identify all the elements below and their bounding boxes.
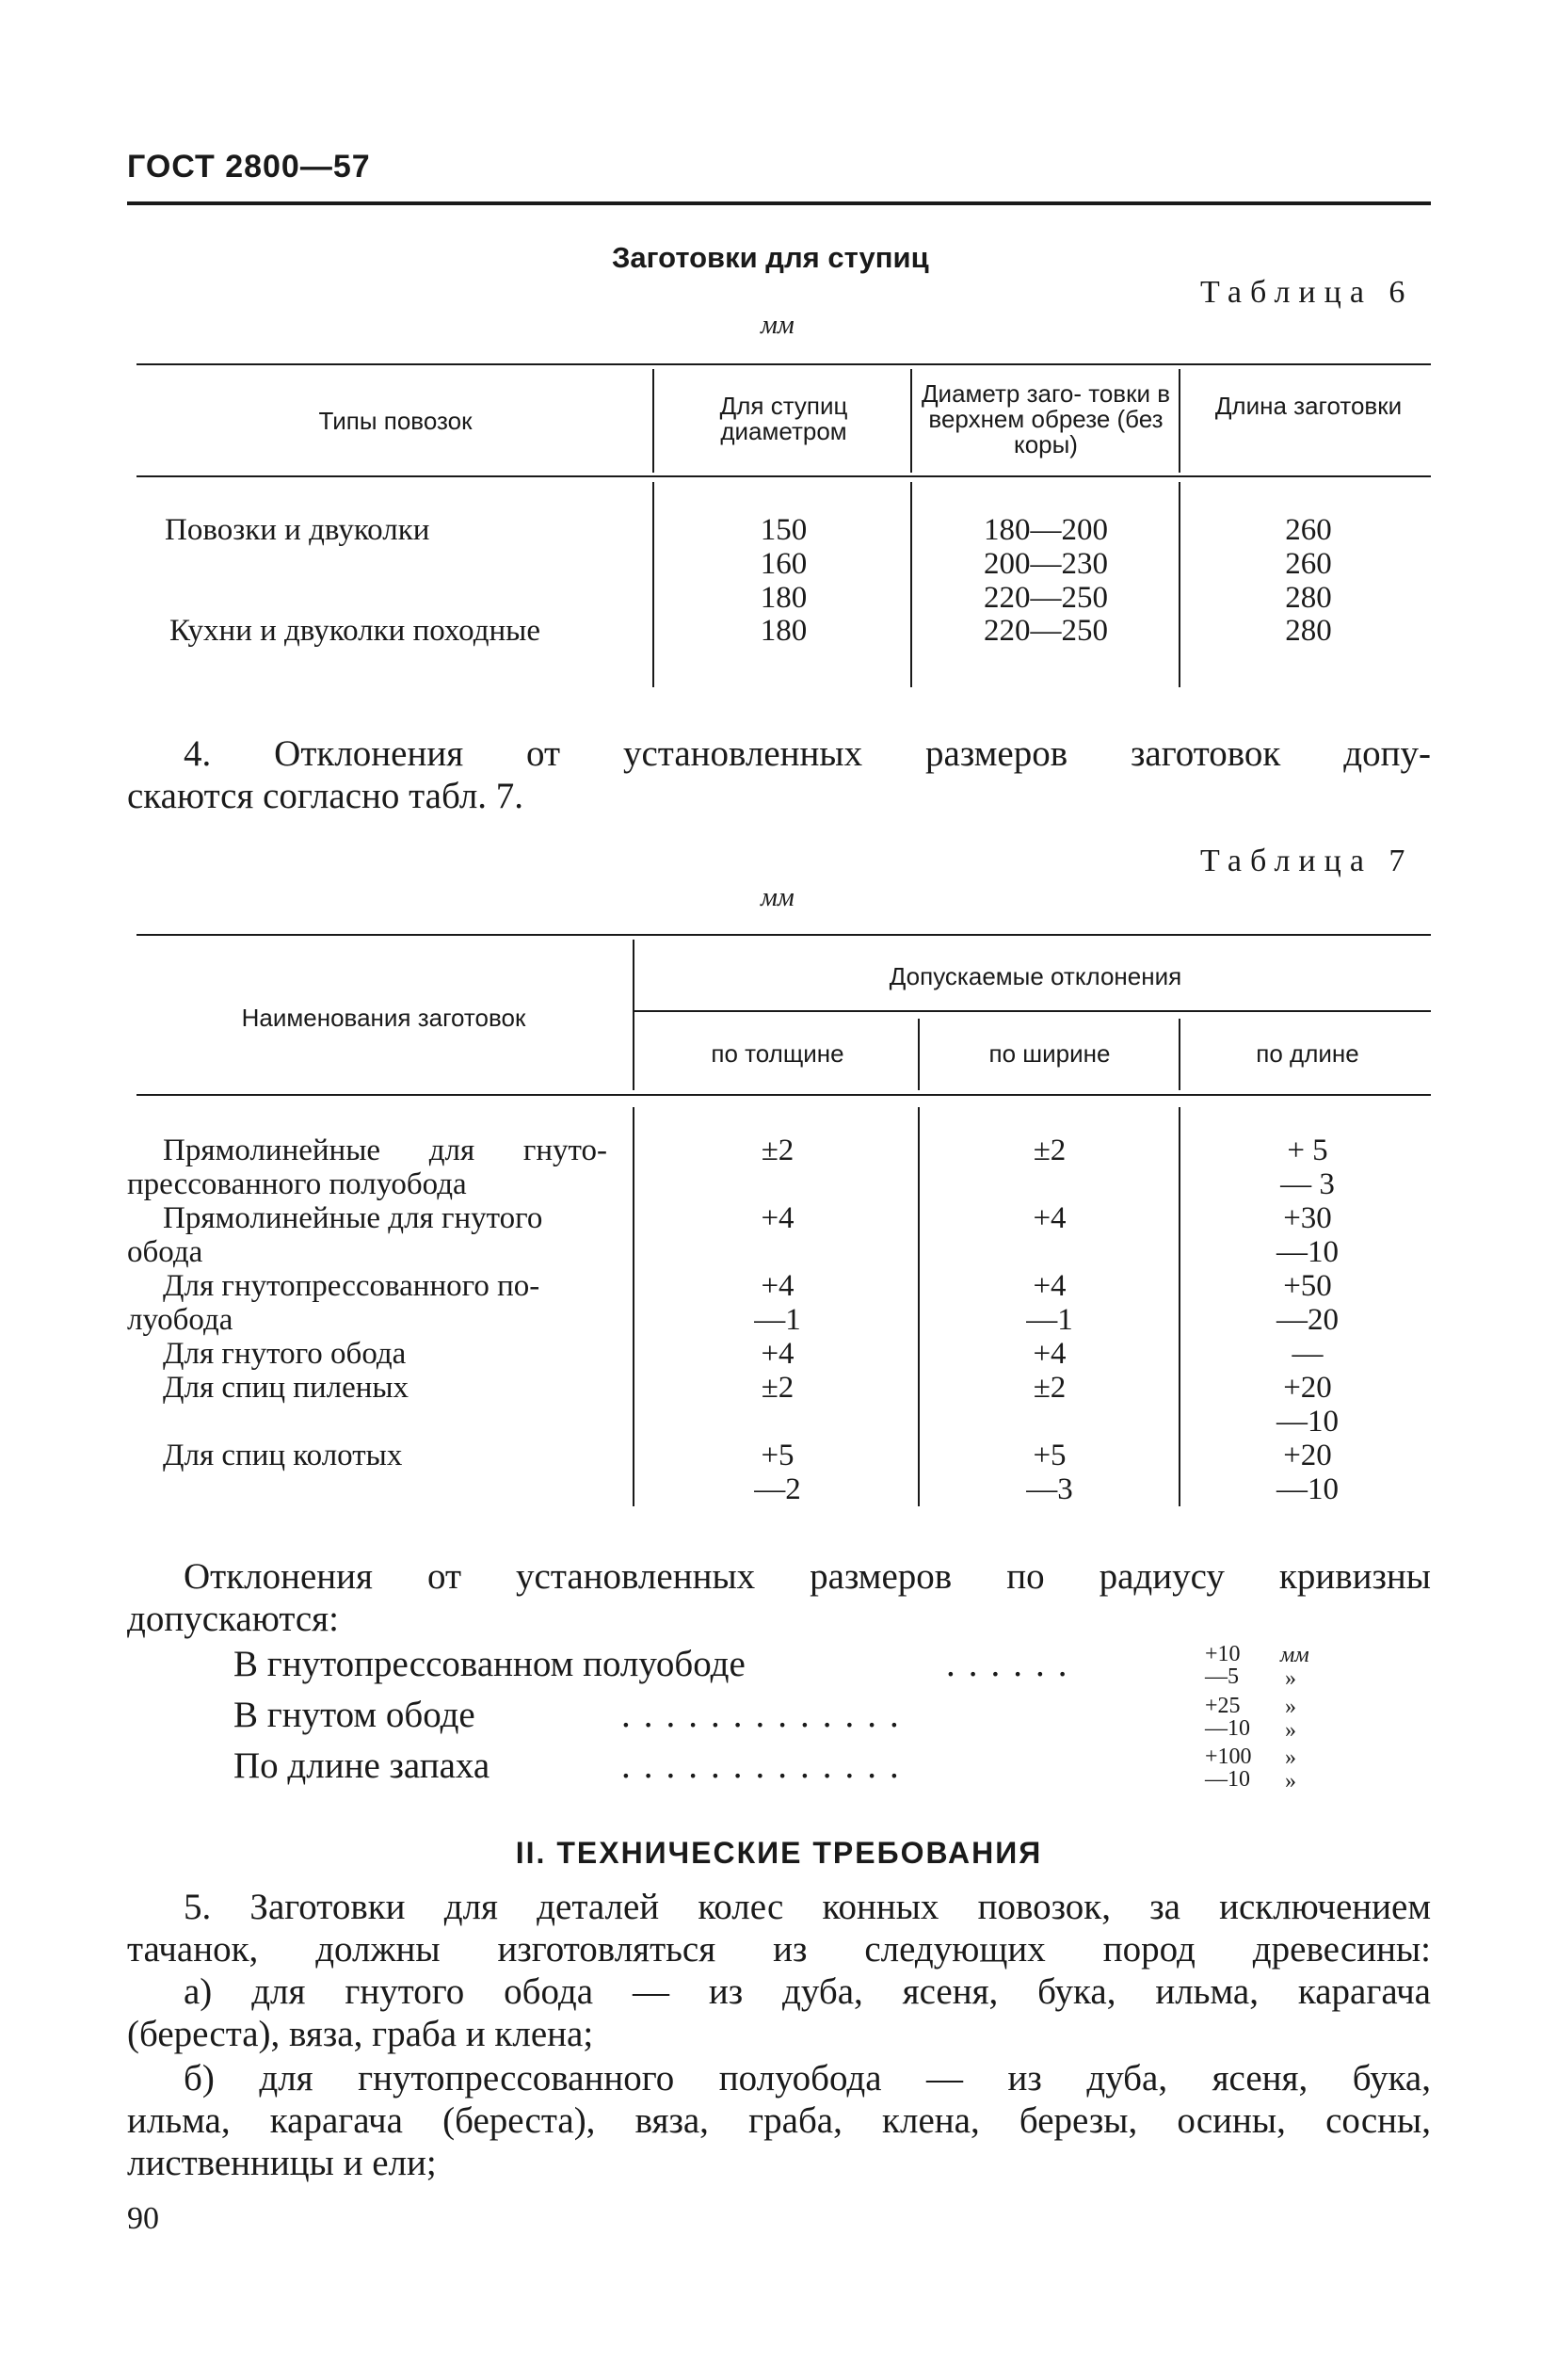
table7-col-length: по длине — [1256, 1039, 1359, 1068]
paragraph-5-line2: тачанок, должны изготовляться из следующих пород древесины: — [127, 1929, 1431, 1970]
table7-group-header: Допускаемые отклонения — [889, 962, 1182, 990]
item-b-line3: лиственницы и ели; — [127, 2143, 437, 2183]
table7-col-thickness: по толщине — [711, 1039, 844, 1068]
table6-caption: Заготовки для ступиц — [612, 241, 929, 274]
table-row: Для спиц пиленых — [163, 1371, 409, 1405]
list-item: В гнутом ободе — [233, 1695, 475, 1735]
item-b-line2: ильма, карагача (береста), вяза, граба, клена, березы, осины, сосны, — [127, 2100, 1431, 2141]
table6-header-rule — [136, 475, 1431, 477]
list-item: По длине запаха — [233, 1745, 490, 1786]
table6-label: Таблица 6 — [1200, 275, 1414, 310]
table7-col-name: Наименования заготовок — [241, 1004, 526, 1032]
table7-units: мм — [761, 883, 795, 912]
table-row: Для гнутопрессованного по- — [163, 1269, 540, 1303]
table7-col-width: по ширине — [988, 1039, 1111, 1068]
item-a-line1: а) для гнутого обода — из дуба, ясеня, бука, ильма, карагача — [184, 1971, 1431, 2012]
paragraph-4-line2: скаются согласно табл. 7. — [127, 776, 524, 816]
item-b-line1: б) для гнутопрессованного полуобода — из дуба, ясеня, бука, — [184, 2058, 1431, 2099]
table7-header-rule — [136, 1094, 1431, 1096]
table6-col-diameter: Для ступиц диаметром — [719, 392, 848, 445]
page-number: 90 — [127, 2201, 159, 2236]
table-row: Прямолинейные для гнутого — [163, 1201, 543, 1235]
paragraph-5-line1: 5. Заготовки для деталей колес конных повозок, за исключением — [184, 1887, 1431, 1927]
table6-col-types: Типы повозок — [318, 407, 473, 435]
table6-top-rule — [136, 363, 1431, 365]
table7-top-rule — [136, 934, 1431, 936]
table-row: Прямолинейные для гнуто- — [163, 1134, 607, 1167]
table7-label: Таблица 7 — [1200, 844, 1414, 878]
table6-units: мм — [761, 311, 795, 340]
list-item: В гнутопрессованном полуободе — [233, 1644, 746, 1684]
item-a-line2: (береста), вяза, граба и клена; — [127, 2014, 594, 2054]
table7-group-rule — [633, 1010, 1431, 1012]
table6-col-length: Длина заготовки — [1214, 392, 1403, 420]
table6-col-blank-diameter: Диаметр заго- товки в верхнем обрезе (без коры) — [921, 379, 1171, 458]
paragraph-4-line1: 4. Отклонения от установленных размеров заготовок допу- — [184, 733, 1431, 774]
section-title: II. ТЕХНИЧЕСКИЕ ТРЕБОВАНИЯ — [515, 1836, 1043, 1870]
table-row: Для спиц колотых — [163, 1439, 403, 1472]
table-row: Для гнутого обода — [163, 1337, 407, 1371]
curvature-line2: допускаются: — [127, 1599, 339, 1639]
header-rule — [127, 201, 1431, 205]
table-row: Повозки и двуколки — [165, 513, 430, 547]
curvature-line1: Отклонения от установленных размеров по радиусу кривизны — [184, 1556, 1431, 1597]
table-row: Кухни и двуколки походные — [169, 614, 540, 648]
page-header: ГОСТ 2800—57 — [127, 149, 371, 185]
